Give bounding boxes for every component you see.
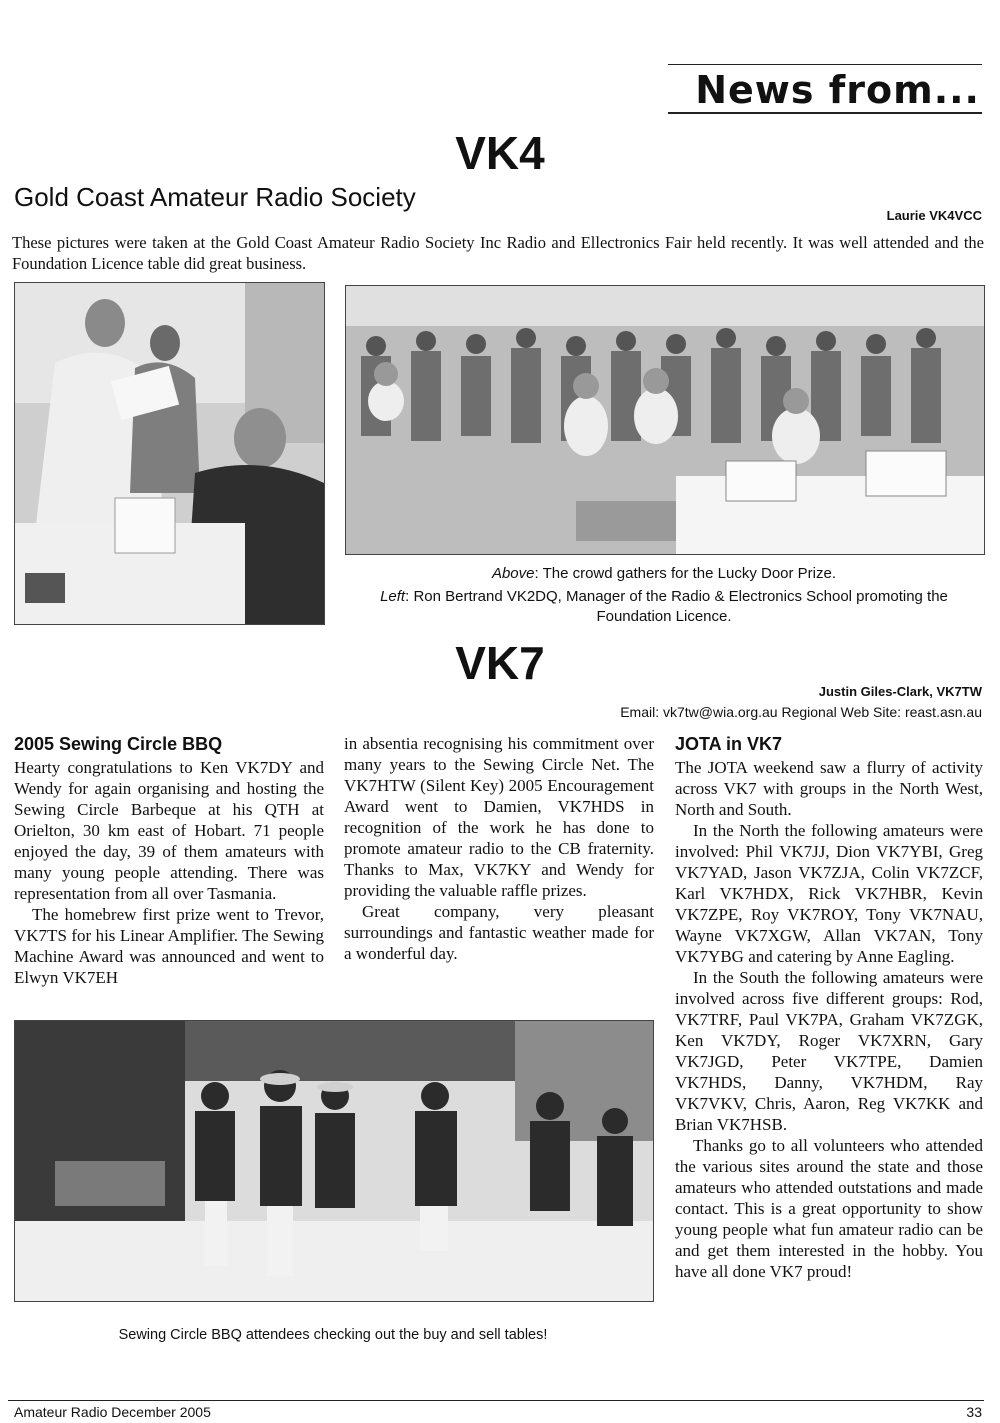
- jota-paragraph-1: The JOTA weekend saw a flurry of activity across VK7 with groups in the North West, North and South.: [675, 758, 983, 819]
- bbq-paragraph-2: The homebrew first prize went to Trevor, VK7TS for his Linear Amplifier. The Sewing Machine Award was announced and went to Elwyn VK7EH: [14, 905, 324, 987]
- bbq-heading: 2005 Sewing Circle BBQ: [14, 734, 223, 754]
- photo-crowd-lucky-door: [345, 285, 985, 555]
- contact-line: Email: vk7tw@wia.org.au Regional Web Site: reast.asn.au: [620, 704, 982, 720]
- caption-above: [345, 564, 983, 584]
- caption-above-text: : The crowd gathers for the Lucky Door Prize.: [534, 565, 837, 582]
- header-rule-bottom: [668, 112, 982, 114]
- photo-bbq-attendees: [14, 1020, 654, 1302]
- intro-paragraph: These pictures were taken at the Gold Coast Amateur Radio Society Inc Radio and Ellectronics Fair held recently. It was well attended and the Foundation Licence table did great business.: [12, 233, 984, 273]
- column-bbq: [14, 733, 324, 988]
- caption-left: [345, 587, 983, 627]
- jota-heading: JOTA in VK7: [675, 734, 783, 754]
- footer-publication: Amateur Radio December 2005: [14, 1404, 211, 1420]
- jota-paragraph-4: Thanks go to all volunteers who attended the various sites around the state and those amateurs who attended outstations and made contact. This is a great opportunity to show young people what fun amateur radio can be and get them interested in the hobby. You have all done VK7 proud!: [675, 1136, 983, 1281]
- region-heading-vk7: VK7: [455, 637, 545, 689]
- jota-paragraph-3: In the South the following amateurs were involved across five different groups: Rod, VK7TRF, Paul VK7PA, Graham VK7ZGK, Ken VK7DY, Roger VK7XRN, Gary VK7JGD, Peter VK7TPE, Damien VK7HDS, Danny, VK7HDM, Ray VK7VKV, Chris, Aaron, Reg VK7KK and Brian VK7HSB.: [675, 968, 983, 1134]
- bbq-paragraph-1: Hearty congratulations to Ken VK7DY and Wendy for again organising and hosting the Sewing Circle Barbeque at his QTH at Orielton, 30 km east of Hobart. 71 people enjoyed the day, 39 of them amateurs with many young people attending. There was representation from all over Tasmania.: [14, 758, 324, 903]
- photo-foundation-licence-table: [14, 282, 325, 625]
- bbq-paragraph-3: Great company, very pleasant surroundings and fantastic weather made for a wonderful day.: [344, 902, 654, 963]
- caption-bbq: Sewing Circle BBQ attendees checking out the buy and sell tables!: [118, 1327, 548, 1343]
- caption-left-lead: Left: [380, 588, 406, 605]
- region-heading-vk4: VK4: [455, 127, 545, 179]
- section-title: News from...: [695, 68, 980, 112]
- header-rule-top: [668, 64, 982, 65]
- jota-paragraph-2: In the North the following amateurs were involved: Phil VK7JJ, Dion VK7YBI, Greg VK7YAD, Jason VK7ZJA, Colin VK7ZCF, Karl VK7HDX, Rick VK7HBR, Kevin VK7ZPE, Roy VK7ROY, Tony VK7NAU, Wayne VK7XGW, Allan VK7AN, Tony VK7YBG and catering by Anne Eagling.: [675, 821, 983, 966]
- footer-page-number: 33: [966, 1404, 982, 1420]
- caption-above-lead: Above: [491, 565, 535, 582]
- byline-vk7: Justin Giles-Clark, VK7TW: [818, 684, 982, 699]
- society-name: Gold Coast Amateur Radio Society: [14, 182, 416, 212]
- column-jota: [675, 733, 983, 1282]
- byline-vk4: Laurie VK4VCC: [886, 208, 982, 223]
- column-bbq-continued: [344, 733, 654, 964]
- caption-left-text: : Ron Bertrand VK2DQ, Manager of the Radio & Electronics School promoting the Foundation Licence.: [405, 588, 948, 625]
- bbq-paragraph-2-continued: in absentia recognising his commitment over many years to the Sewing Circle Net. The VK7HTW (Silent Key) 2005 Encouragement Award went to Damien, VK7HDS in recognition of the work he has done to promote amateur radio to the CB fraternity. Thanks to Max, VK7KY and Wendy for providing the valuable raffle prizes.: [344, 734, 654, 900]
- footer-rule: [8, 1400, 984, 1401]
